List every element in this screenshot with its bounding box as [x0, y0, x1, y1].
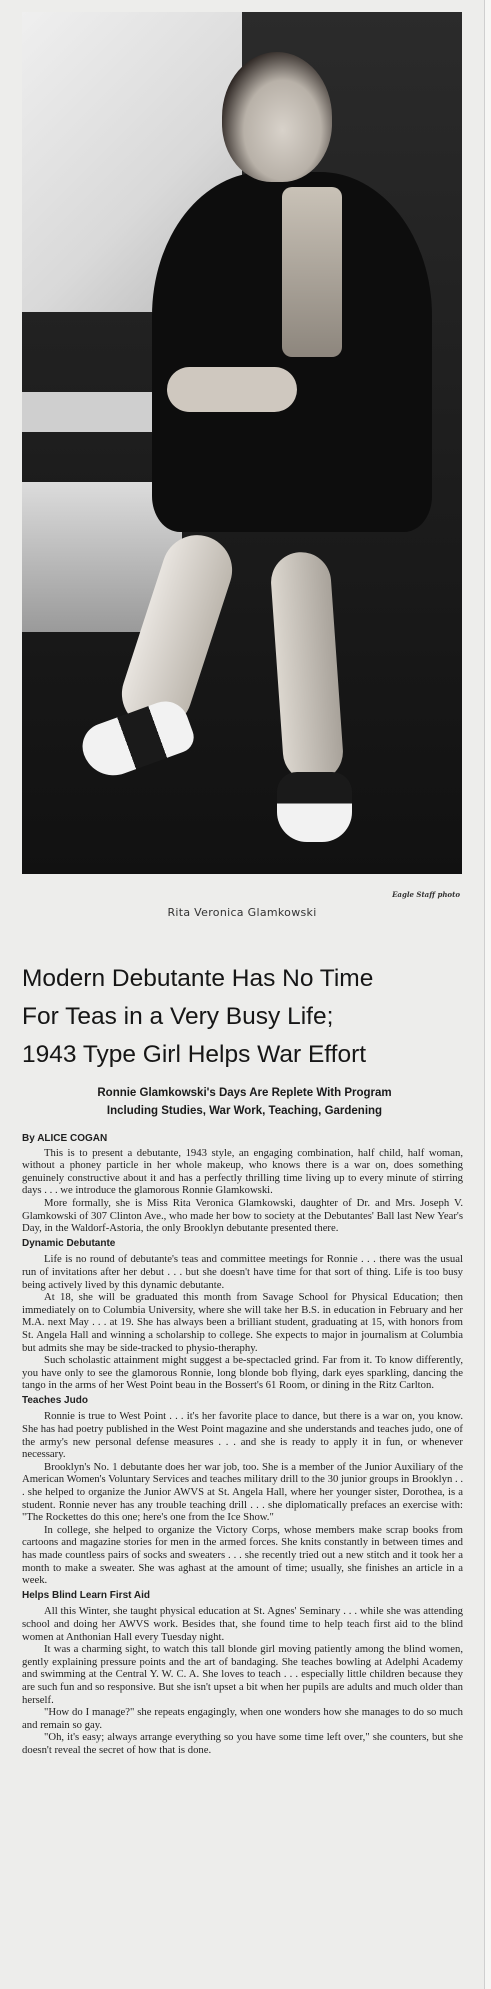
photo-credit: Eagle Staff photo	[392, 890, 460, 899]
paragraph: "Oh, it's easy; always arrange everything so you have some time left over," she counters, but she doesn't reveal the secret of how that is done.	[22, 1731, 463, 1756]
paragraph: All this Winter, she taught physical education at St. Agnes' Seminary . . . while she was attending school and doing her AWVS work. Besides that, she found time to help teach first aid to the blind women at Anthonian Hall every Tuesday night.	[22, 1605, 463, 1643]
paragraph: At 18, she will be graduated this month from Savage School for Physical Education; then immediately on to Columbia University, where she will take her B.S. in education in February and her M.A. next May . . . at 19. She has always been a brilliant student, graduating at 15, with honors from St. Angela Hall and winning a scholarship to college. She expects to major in journalism at Columbia but admits she may be side-tracked to physio-theraphy.	[22, 1291, 463, 1354]
paragraph: More formally, she is Miss Rita Veronica Glamkowski, daughter of Dr. and Mrs. Joseph V. Glamkowski of 307 Clinton Ave., who made her bow to society at the Debutantes' Ball last New Year's Day, in the Waldorf-Astoria, the only Brooklyn debutante presented there.	[22, 1196, 463, 1235]
photo-figure-leg-right	[269, 550, 345, 784]
paragraph: Such scholastic attainment might suggest a be-spectacled grind. Far from it. To know differently, you have only to see the glamorous Ronnie, long blonde bob flying, dark eyes sparkling, dancing the tango in the arms of her West Point beau in the Bossert's 61 Room, or dining in the Ritz Carlton.	[22, 1354, 463, 1392]
headline-line-2: For Teas in a Very Busy Life;	[22, 1003, 334, 1030]
section-heading: Dynamic Debutante	[22, 1237, 116, 1249]
paragraph: It was a charming sight, to watch this tall blonde girl moving patiently among the blind women, gently explaining pressure points and the art of bandaging. She teaches bowling at Adelphi Academy and swimming at the Central Y. W. C. A. She loves to teach . . . especially little children because they are such fun and so responsive. But she isn't upset a bit when her pupils are adults and much older than herself.	[22, 1643, 463, 1706]
photo-figure-hand	[167, 367, 297, 412]
paragraph: "How do I manage?" she repeats engagingly, when one wonders how she manages to do so much and remain so gay.	[22, 1706, 463, 1731]
photo-figure-head	[222, 52, 332, 182]
headline	[22, 960, 467, 1074]
photo-saddle-shoe-right	[277, 772, 352, 842]
paragraph: This is to present a debutante, 1943 style, an engaging combination, half child, half woman, without a phoney particle in her whole makeup, who knows there is a war on, does something genuinely constructive about it and has a perfectly thrilling time living up to every minute of stirring days . . . we introduce the glamorous Ronnie Glamkowski.	[22, 1146, 463, 1197]
section-heading: Helps Blind Learn First Aid	[22, 1589, 150, 1601]
subheadline-line-2: Including Studies, War Work, Teaching, Gardening	[106, 1105, 383, 1117]
subheadline	[22, 1084, 467, 1120]
headline-line-3: 1943 Type Girl Helps War Effort	[22, 1041, 367, 1068]
section-heading: Teaches Judo	[22, 1394, 88, 1406]
paragraph: Brooklyn's No. 1 debutante does her war job, too. She is a member of the Junior Auxiliary of the American Women's Voluntary Services and teaches military drill to the 30 junior groups in Brooklyn . . . she helped to organize the Junior AWVS at St. Angela Hall, where her younger sister, Dorothea, is a student. Ronnie never has any trouble teaching drill . . . she diplomatically prefaces an exercise with: "The Rockettes do this one; here's one from the Ice Show."	[22, 1460, 463, 1524]
byline: By ALICE COGAN	[22, 1133, 108, 1144]
paragraph: Ronnie is true to West Point . . . it's her favorite place to dance, but there is a war on, you know. She has had poetry published in the West Point magazine and she understands and teaches judo, one of the army's new personal defense measures . . . and she is ready to apply it in fun, or whenever necessary.	[22, 1410, 463, 1461]
article-body	[22, 1133, 463, 1757]
photo-figure-blouse	[282, 187, 342, 357]
subheadline-line-1: Ronnie Glamkowski's Days Are Replete With Program	[97, 1087, 392, 1099]
photo-caption: Rita Veronica Glamkowski	[167, 906, 317, 919]
paragraph: In college, she helped to organize the Victory Corps, whose members make scrap books from cartoons and magazine stories for men in the armed forces. She knits constantly in between times and has made countless pairs of socks and sweaters . . . she recently tried out a new stitch and it took her a month to make a sweater. She was aghast at the amount of time; usually, she finishes an article in a week.	[22, 1523, 463, 1587]
page-gutter	[484, 0, 491, 1989]
headline-line-1: Modern Debutante Has No Time	[22, 965, 374, 992]
portrait-photo	[22, 12, 462, 874]
paragraph: Life is no round of debutante's teas and committee meetings for Ronnie . . . there was the usual run of invitations after her debut . . . but she doesn't have time for that sort of thing. Life is too busy being actively lived by this dynamic debutante.	[22, 1253, 463, 1291]
